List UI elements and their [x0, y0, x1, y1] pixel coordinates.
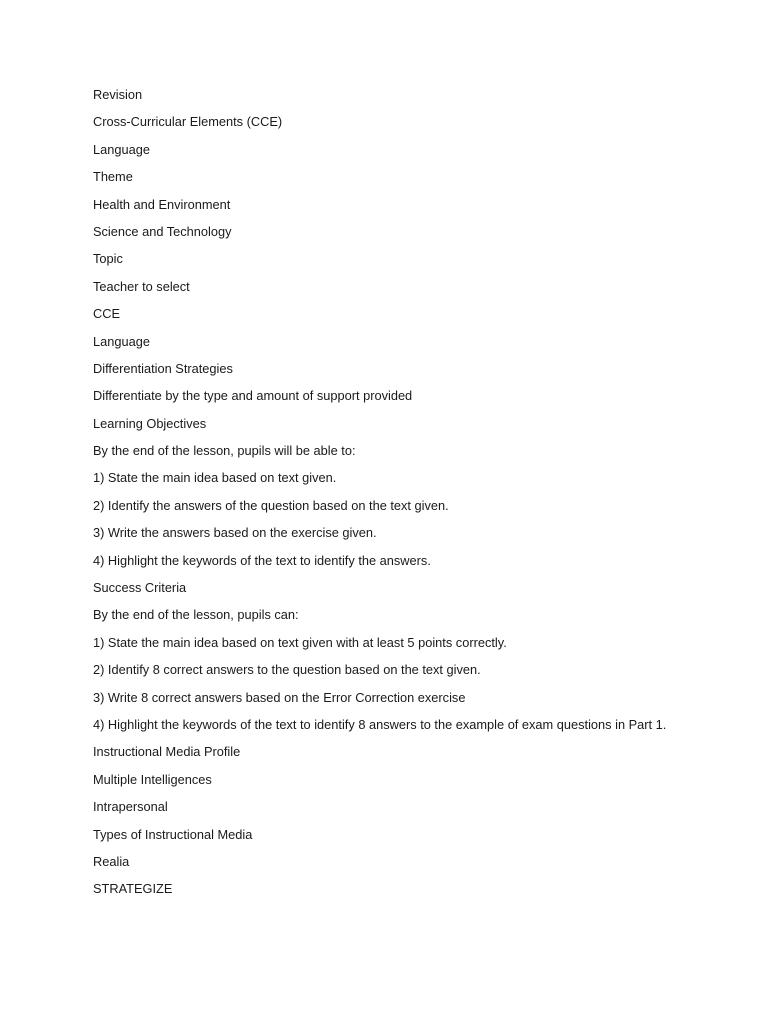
heading-revision: Revision — [93, 87, 143, 102]
objective-4: 4) Highlight the keywords of the text to identify the answers. — [93, 552, 431, 568]
heading-topic: Topic — [93, 251, 123, 267]
criterion-3: 3) Write 8 correct answers based on the Error Correction exercise — [93, 689, 466, 705]
heading-strategize: STRATEGIZE — [93, 881, 173, 897]
heading-types-of-media: Types of Instructional Media — [93, 826, 253, 842]
objective-2: 2) Identify the answers of the question based on the text given. — [93, 497, 449, 513]
topic-value: Teacher to select — [93, 278, 190, 294]
theme-value-2: Science and Technology — [93, 223, 232, 239]
heading-learning-objectives: Learning Objectives — [93, 415, 207, 431]
theme-value-1: Health and Environment — [93, 196, 231, 212]
intelligence-value: Intrapersonal — [93, 799, 168, 815]
heading-instructional-media-profile: Instructional Media Profile — [93, 744, 241, 760]
criterion-4: 4) Highlight the keywords of the text to identify 8 answers to the example of exam questions in Part 1. — [93, 716, 667, 732]
cce-short-value: Language — [93, 333, 150, 349]
heading-success-criteria: Success Criteria — [93, 580, 187, 596]
heading-multiple-intelligences: Multiple Intelligences — [93, 771, 212, 787]
criterion-2: 2) Identify 8 correct answers to the question based on the text given. — [93, 662, 481, 678]
objectives-intro: By the end of the lesson, pupils will be able to: — [93, 443, 356, 459]
differentiation-value: Differentiate by the type and amount of support provided — [93, 388, 413, 404]
criteria-intro: By the end of the lesson, pupils can: — [93, 607, 299, 623]
criterion-1: 1) State the main idea based on text given with at least 5 points correctly. — [93, 634, 507, 650]
objective-3: 3) Write the answers based on the exercise given. — [93, 525, 377, 541]
heading-theme: Theme — [93, 169, 133, 185]
heading-differentiation: Differentiation Strategies — [93, 360, 233, 376]
document-page — [93, 86, 683, 908]
heading-cce-short: CCE — [93, 306, 121, 322]
heading-cce: Cross-Curricular Elements (CCE) — [93, 114, 283, 130]
cce-value: Language — [93, 141, 150, 157]
media-value: Realia — [93, 853, 130, 869]
objective-1: 1) State the main idea based on text given. — [93, 470, 337, 486]
